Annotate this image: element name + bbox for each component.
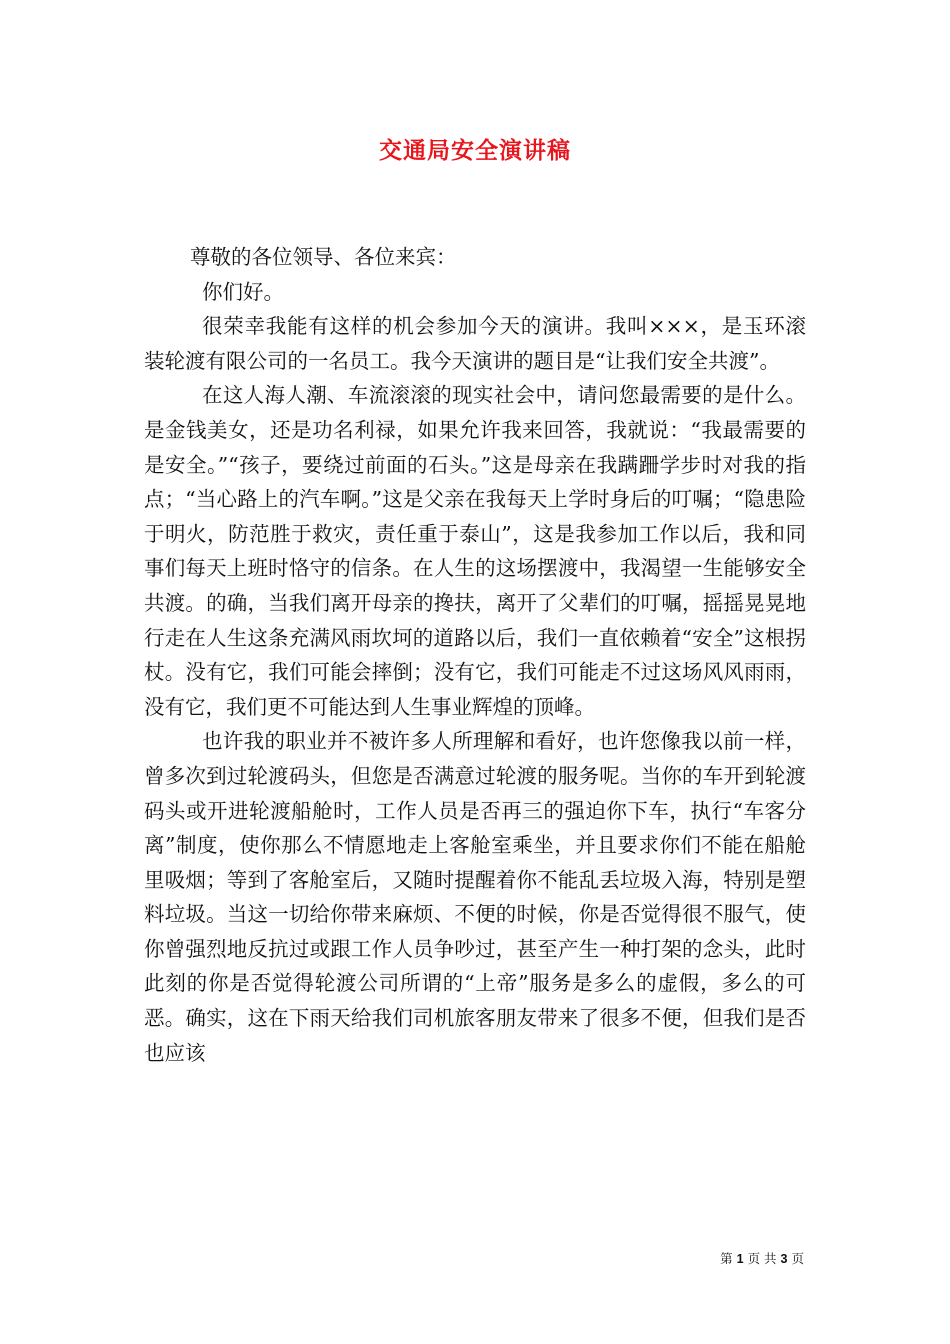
current-page-number: 1 [736, 1252, 744, 1266]
document-body [144, 240, 806, 1070]
paragraph: 很荣幸我能有这样的机会参加今天的演讲。我叫×××，是玉环滚装轮渡有限公司的一名员工。我今天演讲的题目是“让我们安全共渡”。 [144, 314, 806, 373]
footer-prefix: 第 [720, 1251, 733, 1266]
page-number-footer [720, 1249, 804, 1267]
paragraph: 也许我的职业并不被许多人所理解和看好，也许您像我以前一样，曾多次到过轮渡码头，但您是否满意过轮渡的服务呢。当你的车开到轮渡码头或开进轮渡船舱时，工作人员是否再三的强迫你下车，执行“车客分离”制度，使你那么不情愿地走上客舱室乘坐，并且要求你们不能在船舱里吸烟；等到了客舱室后，又随时提醒着你不能乱丢垃圾入海，特别是塑料垃圾。当这一切给你带来麻烦、不便的时候，你是否觉得很不服气，使你曾强烈地反抗过或跟工作人员争吵过，甚至产生一种打架的念头，此时此刻的你是否觉得轮渡公司所谓的“上帝”服务是多么的虚假，多么的可恶。确实，这在下雨天给我们司机旅客朋友带来了很多不便，但我们是否也应该 [144, 729, 806, 1065]
document-title: 交通局安全演讲稿 [379, 137, 571, 164]
paragraph: 在这人海人潮、车流滚滚的现实社会中，请问您最需要的是什么。是金钱美女，还是功名利禄，如果允许我来回答，我就说：“我最需要的是安全。”“孩子，要绕过前面的石头。”这是母亲在我蹒跚学步时对我的指点；“当心路上的汽车啊。”这是父亲在我每天上学时身后的叮嘱；“隐患险于明火，防范胜于救灾，责任重于泰山”，这是我参加工作以后，我和同事们每天上班时恪守的信条。在人生的这场摆渡中，我渴望一生能够安全共渡。的确，当我们离开母亲的搀扶，离开了父辈们的叮嘱，摇摇晃晃地行走在人生这条充满风雨坎坷的道路以后，我们一直依赖着“安全”这根拐杖。没有它，我们可能会摔倒；没有它，我们可能走不过这场风风雨雨，没有它，我们更不可能达到人生事业辉煌的顶峰。 [144, 383, 806, 719]
greeting: 你们好。 [202, 279, 284, 304]
total-page-count: 3 [780, 1252, 788, 1266]
footer-middle: 页 共 [747, 1251, 777, 1266]
salutation: 尊敬的各位领导、各位来宾： [190, 245, 457, 269]
footer-suffix: 页 [791, 1251, 804, 1266]
